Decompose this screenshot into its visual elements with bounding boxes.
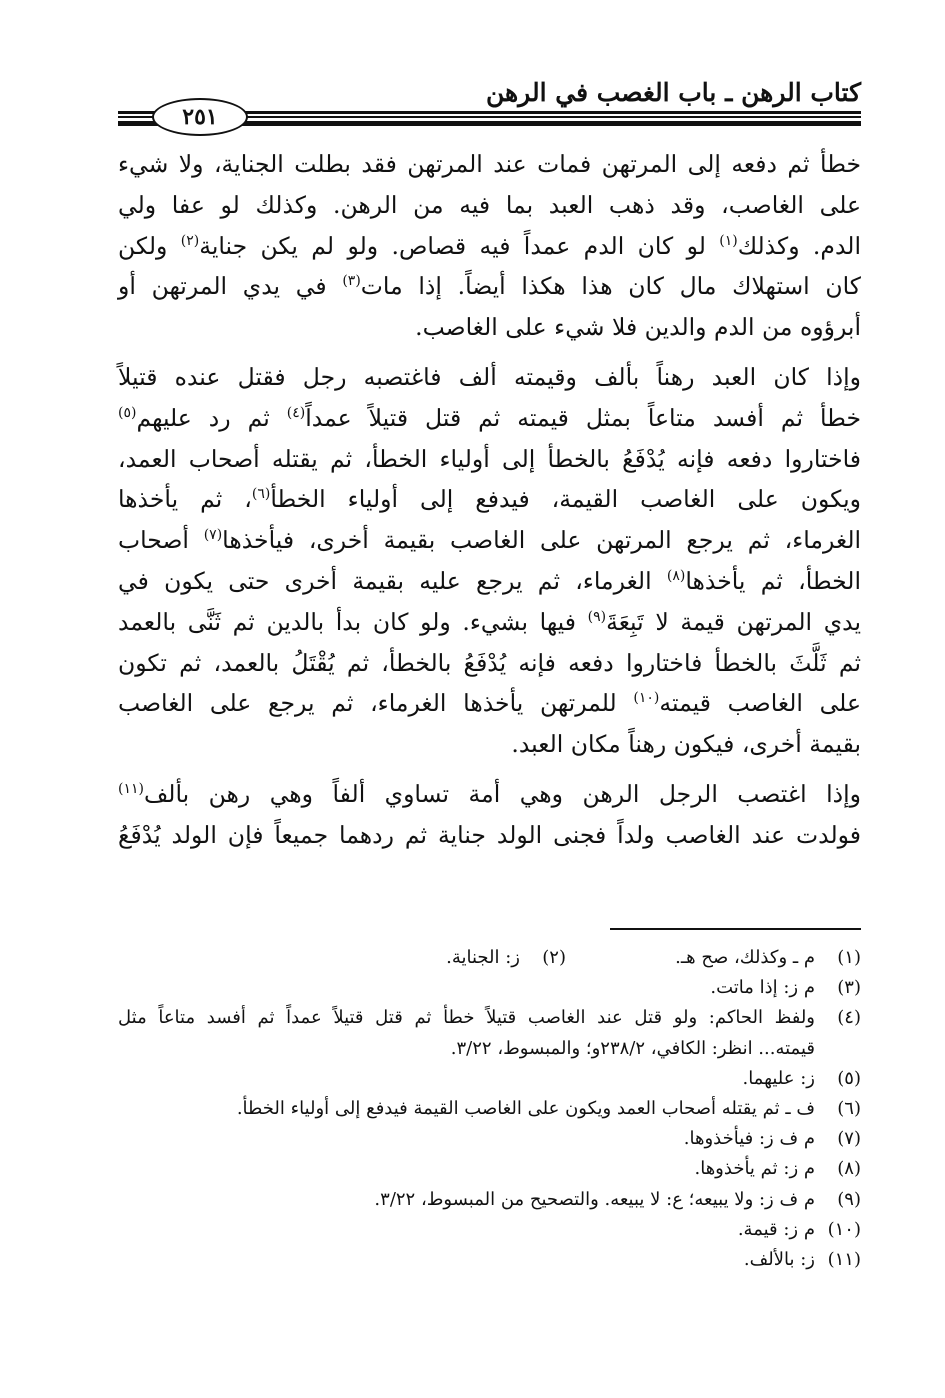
- text-line: [118, 266, 861, 307]
- footnote-text: ز: بالألف.: [743, 1249, 815, 1271]
- footnote-number: (١): [837, 947, 861, 968]
- footnote-text: م ز: ثم يأخذوها.: [694, 1158, 815, 1180]
- text-segment: للمرتهن يأخذها الغرماء، ثم يرجع على الغاصب: [118, 689, 634, 718]
- text-segment: ، ثم يأخذها: [118, 485, 252, 514]
- text-segment: فاختاروا دفعه فإنه يُدْفَعُ بالخطأ إلى أولياء الخطأ، ثم يقتله أصحاب العمد،: [118, 444, 861, 473]
- footnote-2: [271, 943, 566, 973]
- footnote-5: [118, 1064, 861, 1094]
- footnote-number: (٩): [837, 1188, 861, 1210]
- footnote-text: م ف ز: ولا يبيعه؛ ع: لا يبيعه. والتصحيح من المبسوط، ٣/٢٢.: [374, 1188, 815, 1210]
- text-line: [118, 643, 861, 684]
- footnote-marker: (٣): [342, 273, 361, 290]
- text-segment: الغرماء، ثم يرجع عليه بقيمة أخرى حتى يكون في: [118, 566, 667, 595]
- footnote-number: (١٠): [827, 1218, 861, 1240]
- footnote-6: [118, 1094, 861, 1124]
- footnote-number: (٣): [837, 977, 861, 999]
- text-segment: في يدي المرتهن أو: [118, 272, 343, 301]
- footnote-marker: (٩): [587, 608, 607, 625]
- text-segment: ويكون على الغاصب القيمة، فيدفع إلى أولياء الخطأ: [270, 485, 861, 514]
- text-segment: فولدت عند الغاصب ولداً فجنى الولد جناية ثم ردهما جميعاً فإن الولد يُدْفَعُ: [118, 820, 861, 849]
- footnote-7: [118, 1124, 861, 1154]
- footnote-marker: (٧): [203, 527, 223, 544]
- text-segment: بقيمة أخرى، فيكون رهناً مكان العبد.: [511, 730, 861, 759]
- text-segment: أبرؤوه من الدم والدين فلا شيء على الغاصب.: [415, 313, 861, 342]
- text-segment: خطأ ثم أفسد متاعاً بمثل قيمته ثم قتل قتيلاً عمداً: [305, 403, 861, 432]
- footnote-text: ز: عليهما.: [742, 1067, 815, 1089]
- paragraph: [118, 357, 861, 765]
- text-segment: خطأ ثم دفعه إلى المرتهن فمات عند المرتهن فقد بطلت الجناية، ولا شيء: [118, 150, 861, 178]
- text-line: [118, 561, 861, 602]
- running-title: كتاب الرهن ـ باب الغصب في الرهن: [485, 78, 861, 107]
- paragraph: [118, 774, 861, 856]
- text-segment: الدم. وكذلك: [737, 231, 861, 260]
- footnote-number: (٢): [542, 947, 566, 968]
- footnote-3: [118, 973, 861, 1003]
- text-line: [118, 439, 861, 480]
- text-line: [118, 357, 861, 398]
- footnote-marker: (٥): [118, 404, 137, 421]
- text-line: [118, 724, 861, 765]
- text-segment: لو كان الدم عمداً فيه قصاص. ولو لم يكن جناية: [199, 231, 720, 260]
- footnote-pair: [118, 943, 861, 973]
- footnote-number: (٧): [837, 1128, 861, 1150]
- footnote-number: (٦): [837, 1098, 861, 1120]
- text-segment: الخطأ، ثم يأخذها: [685, 566, 861, 595]
- paragraph: [118, 144, 861, 348]
- footnote-text: ف ـ ثم يقتله أصحاب العمد ويكون على الغاصب القيمة فيدفع إلى أولياء الخطأ.: [236, 1098, 815, 1120]
- main-text: [118, 144, 861, 856]
- text-segment: على الغاصب قيمته: [659, 689, 861, 718]
- text-line: [118, 815, 861, 856]
- text-segment: فيها بشيء. ولو كان بدأ بالدين ثم ثَنَّى بالعمد: [118, 607, 588, 636]
- footnote-9: [118, 1185, 861, 1215]
- text-line: [118, 479, 861, 520]
- footnote-marker: (٦): [251, 486, 271, 503]
- text-line: [118, 520, 861, 561]
- footnote-marker: (١٠): [633, 690, 660, 707]
- text-segment: على الغاصب، وقد ذهب العبد بما فيه من الرهن. وكذلك لو عفا ولي: [118, 190, 861, 219]
- text-line: [118, 185, 861, 226]
- footnote-marker: (٤): [286, 404, 306, 421]
- footnote-text: م ف ز: فيأخذوها.: [683, 1128, 815, 1150]
- footnote-text: م ـ وكذلك، صح هـ.: [675, 947, 815, 968]
- text-segment: أصحاب: [118, 526, 204, 555]
- text-segment: وإذا كان العبد رهناً بألف وقيمته ألف فاغتصبه رجل فقتل عنده قتيلاً: [118, 362, 861, 391]
- footnote-number: (١١): [827, 1249, 861, 1271]
- footnote-text: ولفظ الحاكم: ولو قتل عند الغاصب قتيلاً خطأ ثم قتل قتيلاً عمداً ثم أفسد متاعاً مثل: [118, 1007, 815, 1029]
- footnote-separator: [610, 928, 861, 930]
- text-line: [118, 144, 861, 185]
- text-line: [118, 226, 861, 267]
- text-segment: كان استهلاك مال كان هذا هكذا أيضاً. إذا مات: [360, 272, 861, 301]
- text-segment: الغرماء، ثم يرجع المرتهن على الغاصب بقيمة أخرى، فيأخذها: [222, 526, 862, 555]
- footnote-number: (٥): [837, 1067, 861, 1089]
- footnote-number: (٨): [837, 1158, 861, 1180]
- text-segment: يدي المرتهن قيمة لا تَبِعَةَ: [606, 607, 861, 636]
- footnote-marker: (٨): [666, 568, 686, 585]
- text-line: [118, 307, 861, 348]
- footnote-11: [118, 1245, 861, 1275]
- text-segment: وإذا اغتصب الرجل الرهن وهي أمة تساوي ألفاً وهي رهن بألف: [143, 779, 861, 808]
- text-segment: ولكن: [118, 231, 181, 260]
- text-line: [118, 602, 861, 643]
- footnote-marker: (١): [719, 232, 738, 249]
- footnote-marker: (٢): [180, 232, 200, 249]
- footnote-marker: (١١): [118, 781, 144, 798]
- footnote-10: [118, 1215, 861, 1245]
- text-line: [118, 774, 861, 815]
- footnote-text: م ز: قيمة.: [737, 1218, 815, 1240]
- footnote-4-continuation: قيمته... انظر: الكافي، ٢٣٨/٢و؛ والمبسوط، ٣/٢٢.: [450, 1037, 815, 1059]
- text-line: [118, 683, 861, 724]
- footnote-4: [118, 1003, 861, 1033]
- footnote-1: [566, 943, 861, 973]
- text-segment: ثم ثَلَّثَ بالخطأ فاختاروا دفعه فإنه يُدْفَعُ بالخطأ، ثم يُقْتَلُ بالعمد، ثم تكون: [118, 648, 861, 677]
- footnote-8: [118, 1154, 861, 1184]
- text-line: [118, 398, 861, 439]
- footnote-number: (٤): [837, 1007, 861, 1029]
- text-segment: ثم رد عليهم: [136, 403, 287, 432]
- page-number: ٢٥١: [152, 98, 248, 136]
- footnote-text: ز: الجناية.: [446, 947, 520, 968]
- footnote-text: م ز: إذا ماتت.: [710, 977, 815, 999]
- footnotes: [118, 943, 861, 1275]
